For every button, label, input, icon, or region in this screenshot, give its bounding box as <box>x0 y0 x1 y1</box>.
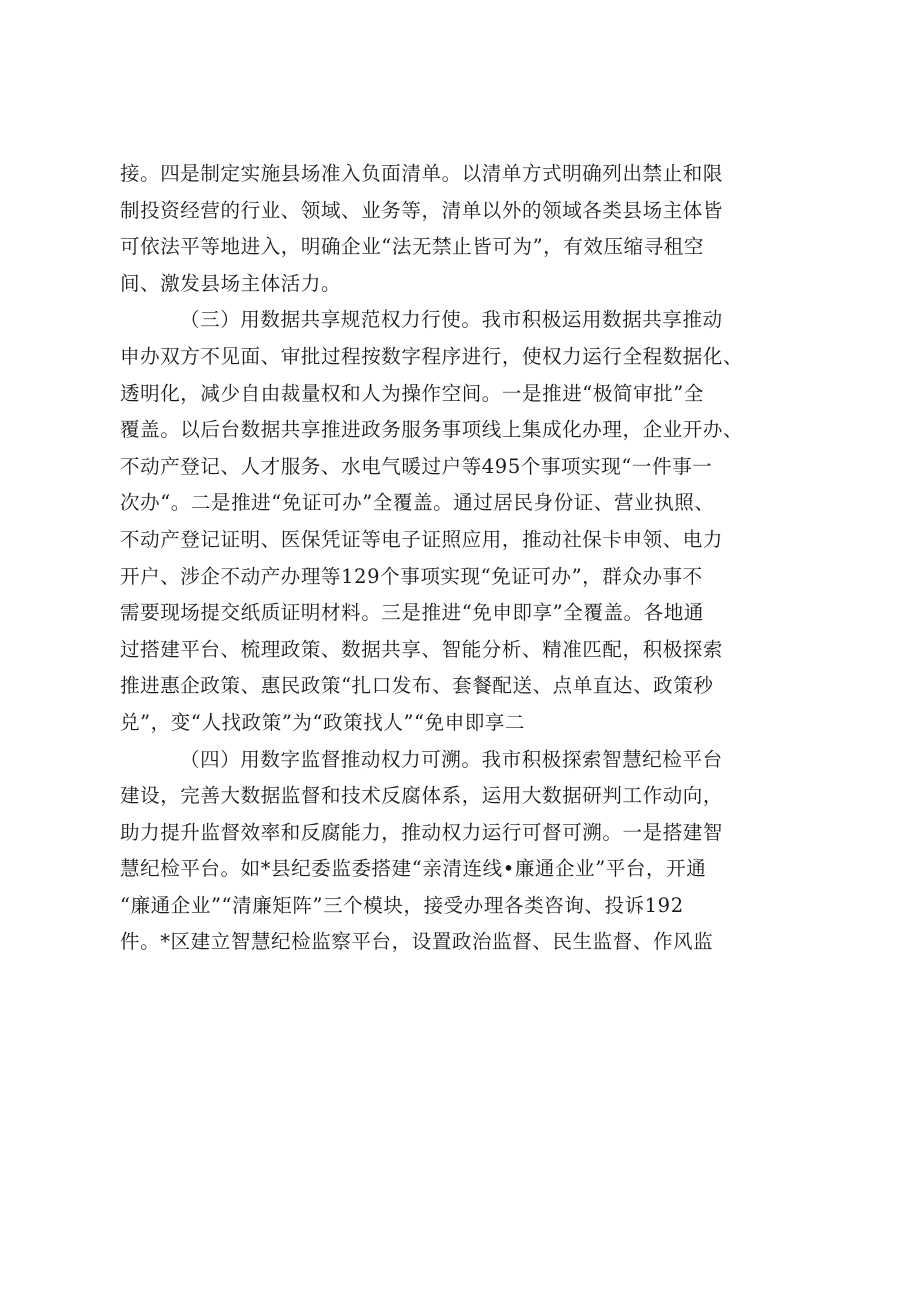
text-line: 间、激发县场主体活力。 <box>120 271 342 295</box>
document-body <box>120 156 810 961</box>
text-line: 慧纪检平台。如*县纪委监委搭建“亲清连线•廉通企业”平台，开通 <box>120 857 707 881</box>
text-line: 覆盖。以后台数据共享推进政务服务事项线上集成化办理，企业开办、 <box>120 418 744 442</box>
text-line: 过搭建平台、梳理政策、数据共享、智能分析、精准匹配，积极探索 <box>120 637 724 661</box>
text-line: 透明化，减少自由裁量权和人为操作空间。一是推进“极简审批”全 <box>120 381 704 405</box>
text-line: 需要现场提交纸质证明材料。三是推进“免申即享”全覆盖。各地通 <box>120 601 704 625</box>
text-line: 开户、涉企不动产办理等129个事项实现“免证可办”，群众办事不 <box>120 564 703 588</box>
paragraph-market-access <box>120 156 810 302</box>
paragraph-digital-supervision <box>120 742 810 962</box>
text-line: 次办“。二是推进“免证可办”全覆盖。通过居民身份证、营业执照、 <box>120 491 715 515</box>
text-line: 推进惠企政策、惠民政策“扎口发布、套餐配送、点单直达、政策秒 <box>120 674 714 698</box>
text-line: 兑”，变“人找政策”为“政策找人”“免申即享二 <box>120 710 526 734</box>
text-line: 不动产登记证明、医保凭证等电子证照应用，推动社保卡申领、电力 <box>120 527 724 551</box>
text-line: 不动产登记、人才服务、水电气暖过户等495个事项实现“一件事一 <box>120 454 713 478</box>
text-line: 助力提升监督效率和反腐能力，推动权力运行可督可溯。一是搭建智 <box>120 820 724 844</box>
text-line: 接。四是制定实施县场准入负面清单。以清单方式明确列出禁止和限 <box>120 162 724 185</box>
section-heading-line: （四）用数字监督推动权力可溯。我市积极探索智慧纪检平台 <box>180 747 723 771</box>
text-line: 建设，完善大数据监督和技术反腐体系，运用大数据研判工作动向， <box>120 784 724 808</box>
text-line: “廉通企业”“清廉矩阵”三个模块，接受办理各类咨询、投诉192 <box>120 893 684 917</box>
paragraph-data-sharing <box>120 302 810 741</box>
text-line: 申办双方不见面、审批过程按数字程序进行，使权力运行全程数据化、 <box>120 344 744 368</box>
section-heading-line: （三）用数据共享规范权力行使。我市积极运用数据共享推动 <box>180 308 723 332</box>
text-line: 可依法平等地进入，明确企业“法无禁止皆可为”，有效压缩寻租空 <box>120 235 704 259</box>
text-line: 制投资经营的行业、领域、业务等，清单以外的领域各类县场主体皆 <box>120 198 724 222</box>
text-line: 件。*区建立智慧纪检监察平台，设置政治监督、民生监督、作风监 <box>120 930 714 954</box>
